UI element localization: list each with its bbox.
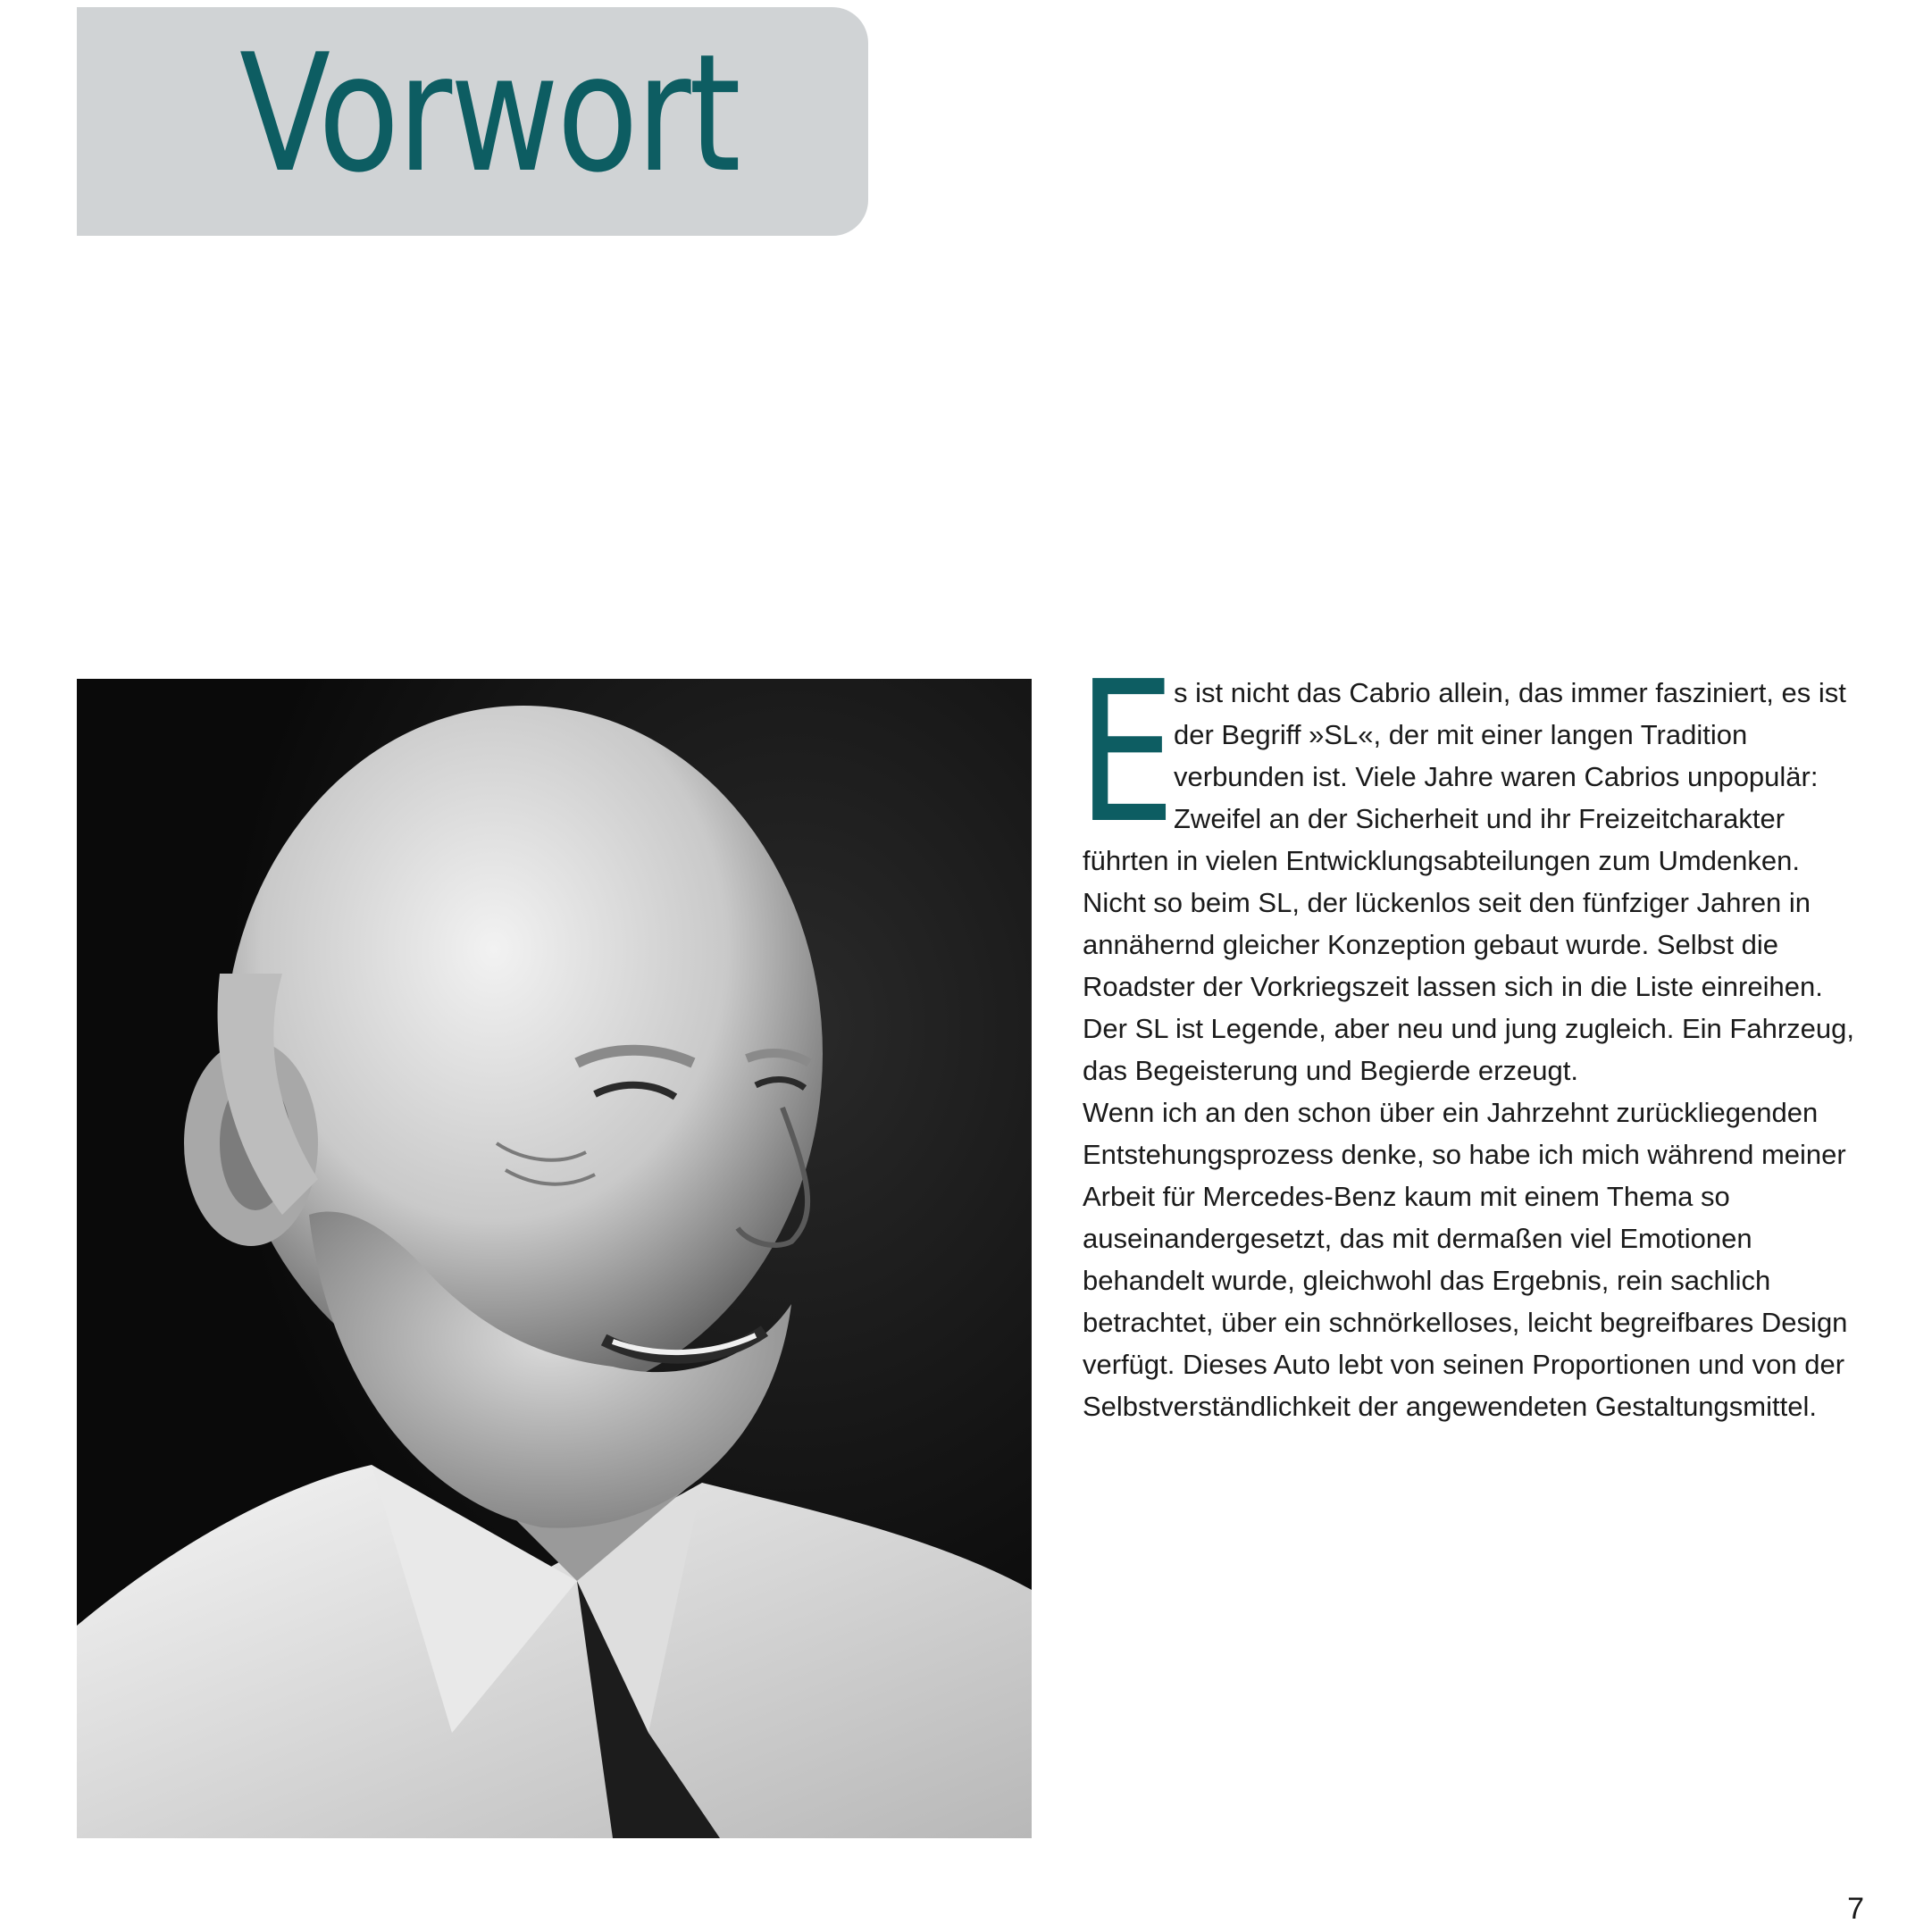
paragraph: Der SL ist Legende, aber neu und jung zugleich. Ein Fahrzeug, das Begeisterung und Begierde erzeugt. [1083,1013,1854,1086]
portrait-photo [77,679,1032,1838]
paragraph: Wenn ich an den schon über ein Jahrzehnt zurückliegenden Entstehungsprozess denke, so habe ich mich während meiner Arbeit für Mercedes-Benz kaum mit einem Thema so auseinandergesetzt, das mit dermaßen viel Emotionen behandelt wurde, gleichwohl das Ergebnis, rein sachlich betrachtet, über ein schnörkelloses, leicht begreifbares Design verfügt. Dieses Auto lebt von seinen Proportionen und von der Selbstverständlichkeit der angewendeten Gestaltungsmittel. [1083,1097,1848,1422]
dropcap-letter: E [1077,640,1176,866]
paragraph: s ist nicht das Cabrio allein, das immer fasziniert, es ist der Begriff »SL«, der mit einer langen Tradition verbunden ist. Viele Jahre waren Cabrios unpopulär: Zweifel an der Sicherheit und ihr Freizeitcharakter führten in vielen Entwicklungsabteilungen zum Umdenken. Nicht so beim SL, der lückenlos seit den fünfziger Jahren in annähernd gleicher Konzeption gebaut wurde. Selbst die Roadster der Vorkriegszeit lassen sich in die Liste einreihen. [1083,677,1846,1002]
portrait-photo-icon [77,679,1032,1838]
foreword-text [1077,640,1869,1427]
page-title: Vorwort [239,19,740,208]
page-number: 7 [1847,1892,1864,1926]
